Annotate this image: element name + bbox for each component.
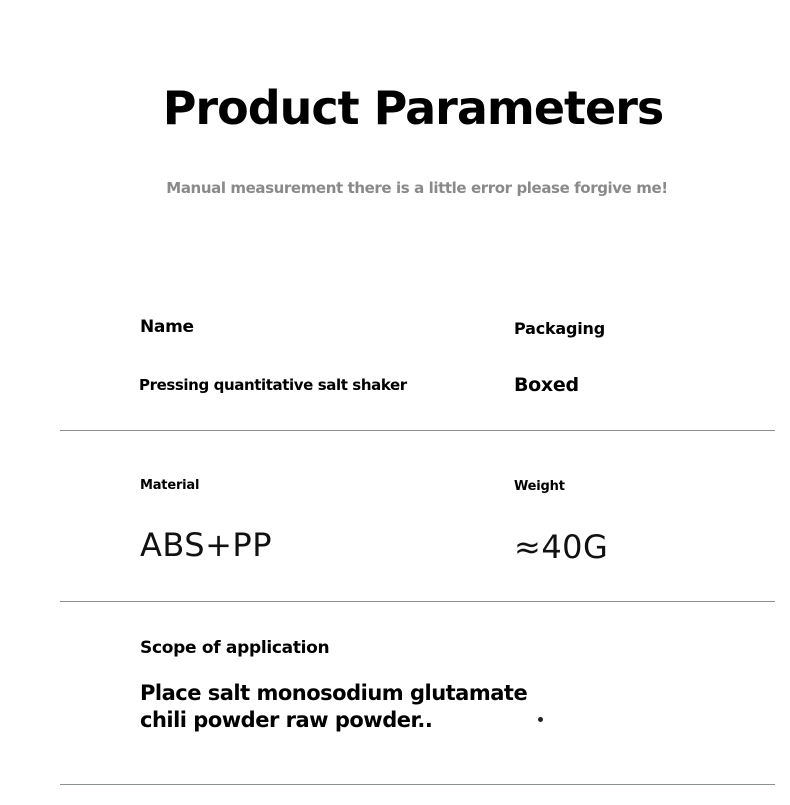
material-value: ABS+PP (140, 526, 272, 564)
page-subtitle: Manual measurement there is a little error please forgive me! (166, 179, 668, 197)
weight-value: ≈40G (514, 528, 609, 566)
scope-label: Scope of application (140, 638, 330, 658)
name-value: Pressing quantitative salt shaker (139, 376, 407, 394)
page-title: Product Parameters (162, 81, 664, 135)
scope-value-line1: Place salt monosodium glutamate (140, 681, 528, 705)
weight-label: Weight (514, 479, 565, 494)
divider-1 (60, 430, 775, 431)
scope-value-line2: chili powder raw powder.. (140, 708, 433, 732)
divider-2 (60, 601, 775, 602)
bullet-dot (538, 717, 543, 722)
packaging-label: Packaging (514, 319, 605, 338)
name-label: Name (140, 317, 194, 337)
packaging-value: Boxed (514, 374, 579, 396)
divider-3 (60, 784, 775, 785)
material-label: Material (140, 478, 200, 493)
